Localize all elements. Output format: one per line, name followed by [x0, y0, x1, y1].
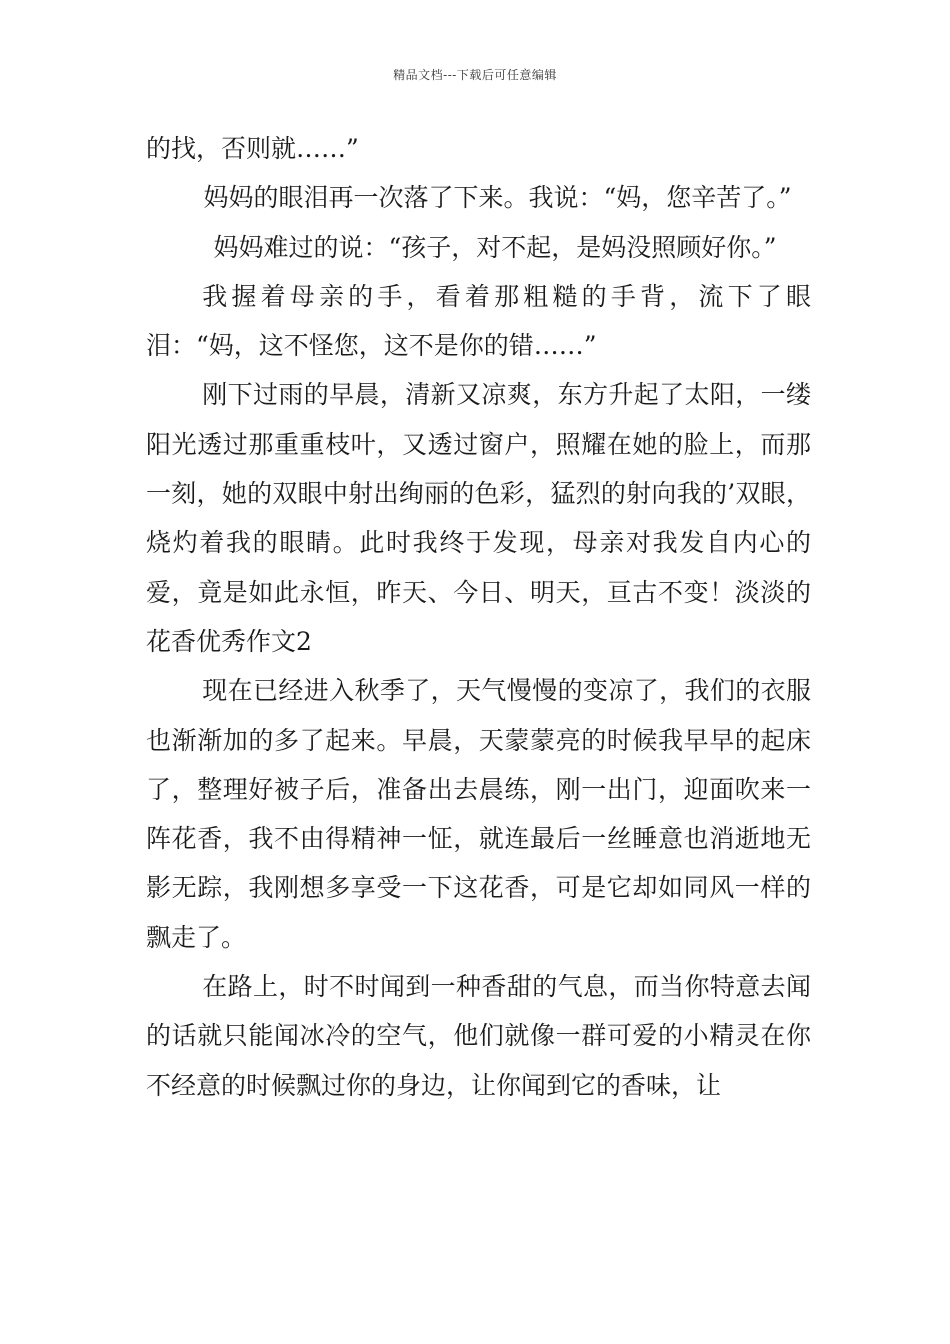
- page-header: 精品文档---下载后可任意编辑: [393, 68, 557, 82]
- paragraph-6: 现在已经进入秋季了，天气慢慢的变凉了，我们的衣服也渐渐加的多了起来。早晨，天蒙蒙亮的时候我早早的起床了，整理好被子后，准备出去晨练，刚一出门，迎面吹来一阵花香，我不由得精神一怔，就连最后一丝睡意也消逝地无影无踪，我刚想多享受一下这花香，可是它却如同风一样的飘走了。: [146, 676, 811, 952]
- paragraph-3: 妈妈难过的说：“孩子，对不起，是妈没照顾好你。”: [213, 232, 777, 262]
- document-body: [146, 124, 811, 1110]
- paragraph-5: 刚下过雨的早晨，清新又凉爽，东方升起了太阳，一缕阳光透过那重重枝叶，又透过窗户，照耀在她的脸上，而那一刻，她的双眼中射出绚丽的色彩，猛烈的射向我的’双眼，烧灼着我的眼睛。此时我终于发现，母亲对我发自内心的爱，竟是如此永恒，昨天、今日、明天，亘古不变！淡淡的花香优秀作文2: [146, 380, 811, 656]
- paragraph-7: 在路上，时不时闻到一种香甜的气息，而当你特意去闻的话就只能闻冰冷的空气，他们就像一群可爱的小精灵在你不经意的时候飘过你的身边，让你闻到它的香味，让: [146, 972, 811, 1100]
- paragraph-4: 我握着母亲的手，看着那粗糙的手背，流下了眼泪：“妈，这不怪您，这不是你的错……”: [146, 281, 811, 361]
- paragraph-1: 的找，否则就……”: [146, 134, 359, 163]
- paragraph-2: 妈妈的眼泪再一次落了下来。我说：“妈，您辛苦了。”: [203, 183, 792, 213]
